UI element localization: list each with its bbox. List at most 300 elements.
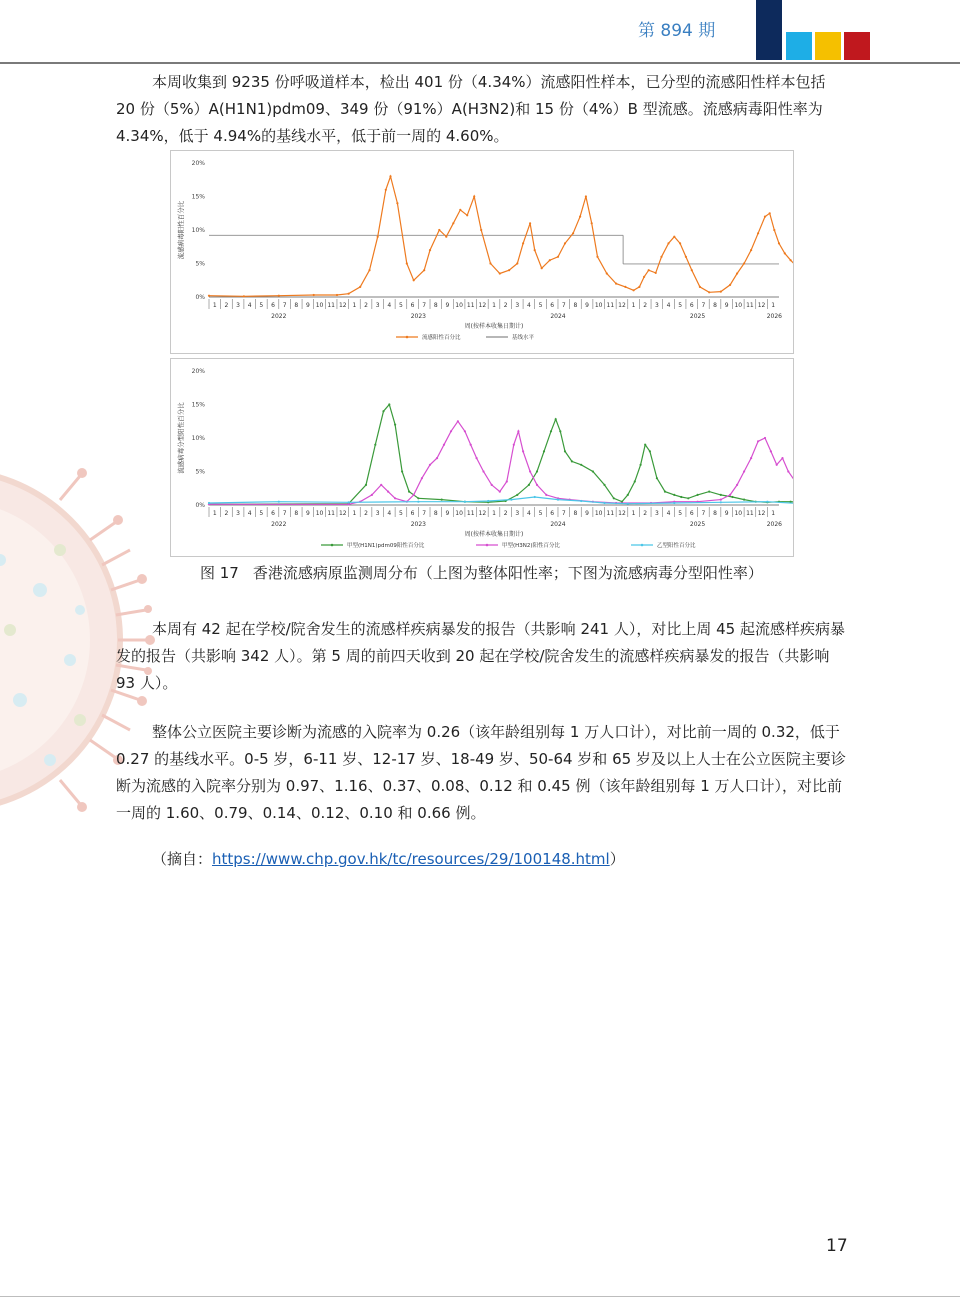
- x-tick-label: 11: [466, 510, 475, 517]
- footer-rule: [0, 1296, 960, 1297]
- figure-caption-text: 香港流感病原监测周分布（上图为整体阳性率；下图为流感病毒分型阳性率）: [252, 564, 763, 582]
- page-number: 17: [826, 1236, 848, 1256]
- x-tick-label: 8: [294, 302, 299, 309]
- series-point: [543, 450, 545, 452]
- y-axis-title: 流感病毒分型阳性百分比: [177, 402, 185, 474]
- x-tick-label: 10: [315, 302, 324, 309]
- series-point: [394, 424, 396, 426]
- series-point: [510, 499, 512, 501]
- y-tick-label: 5%: [195, 260, 205, 268]
- x-tick-label: 9: [305, 510, 310, 517]
- chart-overall-positivity-svg: [171, 151, 793, 353]
- x-tick-label: 12: [618, 510, 626, 517]
- series-point: [421, 477, 423, 479]
- series-point: [736, 484, 738, 486]
- x-tick-label: 6: [271, 302, 275, 309]
- series-point: [413, 279, 415, 281]
- series-point: [697, 494, 699, 496]
- series-point: [516, 494, 518, 496]
- legend-marker: [331, 544, 334, 547]
- series-point: [571, 460, 573, 462]
- series-point: [278, 501, 280, 503]
- y-tick-label: 20%: [191, 160, 205, 167]
- series-point: [429, 464, 431, 466]
- year-label: 2024: [550, 313, 566, 320]
- y-tick-label: 10%: [191, 435, 205, 442]
- series-point: [708, 291, 710, 293]
- x-tick-label: 3: [515, 302, 520, 309]
- x-tick-label: 8: [713, 302, 717, 309]
- x-tick-label: 11: [466, 302, 475, 309]
- series-point: [729, 494, 731, 496]
- series-point: [541, 267, 543, 269]
- series-point: [720, 291, 722, 293]
- series-point: [781, 457, 783, 459]
- x-tick-label: 10: [455, 510, 463, 517]
- x-tick-label: 1: [352, 302, 357, 309]
- x-tick-label: 1: [352, 510, 357, 517]
- year-label: 2026: [766, 313, 782, 320]
- paragraph-ili-outbreaks: [116, 616, 848, 697]
- series-point: [417, 501, 419, 503]
- x-tick-label: 7: [282, 510, 287, 517]
- series-point: [429, 249, 431, 251]
- series-point: [487, 500, 489, 502]
- series-point: [585, 195, 587, 197]
- y-tick-label: 15%: [191, 193, 205, 201]
- y-axis-title: 流感病毒阳性百分比: [177, 200, 185, 260]
- source-suffix: ）: [609, 850, 625, 868]
- series-point: [640, 464, 642, 466]
- series-point: [743, 499, 745, 501]
- series-point: [790, 259, 792, 261]
- series-point: [613, 497, 615, 499]
- series-point: [441, 499, 443, 501]
- series-point: [536, 470, 538, 472]
- x-tick-label: 12: [757, 302, 766, 309]
- series-point: [549, 259, 551, 261]
- series-point: [580, 464, 582, 466]
- series-point: [638, 286, 640, 288]
- series-point: [766, 501, 768, 503]
- x-tick-label: 2: [643, 510, 648, 517]
- series-point: [380, 484, 382, 486]
- series-point: [413, 494, 415, 496]
- x-tick-label: 7: [422, 302, 427, 309]
- x-tick-label: 5: [538, 510, 543, 517]
- x-tick-label: 9: [445, 302, 450, 309]
- series-point: [643, 276, 645, 278]
- series-point: [644, 444, 646, 446]
- series-point: [336, 294, 338, 296]
- series-point: [764, 216, 766, 218]
- series-point: [499, 272, 501, 274]
- year-label: 2025: [689, 521, 706, 528]
- x-tick-label: 2: [224, 510, 229, 517]
- x-tick-label: 5: [399, 302, 403, 309]
- series-point: [396, 202, 398, 204]
- series-point: [720, 499, 722, 501]
- series-point: [579, 216, 581, 218]
- x-tick-label: 3: [654, 302, 659, 309]
- legend-marker: [486, 544, 489, 547]
- series-point: [208, 502, 210, 504]
- series-point: [564, 242, 566, 244]
- x-tick-label: 6: [689, 302, 694, 309]
- series-point: [513, 444, 515, 446]
- x-tick-label: 3: [375, 302, 380, 309]
- series-point: [778, 242, 780, 244]
- x-tick-label: 11: [746, 510, 754, 517]
- year-label: 2024: [550, 521, 566, 528]
- series-point: [480, 229, 482, 231]
- series-point: [243, 295, 245, 297]
- x-tick-label: 9: [445, 510, 450, 517]
- x-tick-label: 12: [478, 510, 487, 517]
- series-point: [743, 470, 745, 472]
- series-point: [401, 470, 403, 472]
- x-tick-label: 4: [526, 302, 531, 309]
- x-tick-label: 1: [212, 510, 217, 517]
- series-point: [673, 236, 675, 238]
- series-point: [387, 491, 389, 493]
- legend-marker: [641, 544, 644, 547]
- x-tick-label: 9: [305, 302, 310, 309]
- series-point: [592, 470, 594, 472]
- x-tick-label: 3: [236, 302, 240, 309]
- series-point: [708, 491, 710, 493]
- header-rule: [0, 62, 960, 64]
- series-point: [516, 262, 518, 264]
- x-tick-label: 2: [364, 510, 368, 517]
- series-line: [209, 421, 793, 504]
- series-point: [459, 209, 461, 211]
- series-point: [787, 470, 789, 472]
- series-point: [368, 269, 370, 271]
- x-tick-label: 5: [678, 302, 683, 309]
- paragraph-text: 整体公立医院主要诊断为流感的入院率为 0.26（该年龄组别每 1 万人口计），对比前一周的 0.32，低于 0.27 的基线水平。0-5 岁，6-11 岁、12-17 岁、18-49 岁、50-64 岁和 65 岁及以上人士在公立医院主要诊断为流感的入院率分别为 0.97、1.16、0.37、0.08、0.12 和 0.45 例（该年龄组别每 1 万人口计），对比前一周的 1.60、0.79、0.14、0.12、0.10 和 0.66 例。: [116, 723, 846, 822]
- series-point: [452, 222, 454, 224]
- series-point: [687, 497, 689, 499]
- series-point: [660, 256, 662, 258]
- series-point: [591, 222, 593, 224]
- series-point: [313, 294, 315, 296]
- year-label: 2025: [689, 313, 706, 320]
- series-point: [529, 222, 531, 224]
- year-label: 2026: [766, 521, 782, 528]
- issue-number: 第 894 期: [638, 21, 716, 41]
- figure-label: 图 17: [200, 564, 239, 582]
- x-tick-label: 7: [282, 302, 287, 309]
- series-point: [365, 484, 367, 486]
- series-point: [673, 502, 675, 504]
- x-tick-label: 10: [594, 510, 603, 517]
- x-tick-label: 6: [410, 302, 415, 309]
- series-point: [348, 501, 350, 503]
- series-point: [517, 430, 519, 432]
- series-point: [436, 457, 438, 459]
- x-tick-label: 3: [654, 510, 659, 517]
- series-point: [656, 477, 658, 479]
- series-point: [784, 252, 786, 254]
- x-tick-label: 6: [550, 510, 555, 517]
- series-point: [528, 484, 530, 486]
- series-point: [655, 272, 657, 274]
- series-point: [385, 189, 387, 191]
- series-point: [633, 289, 635, 291]
- x-axis-title: 周(按样本收集日期计): [464, 323, 524, 330]
- paragraph-text: 本周有 42 起在学校/院舍发生的流感样疾病暴发的报告（共影响 241 人），对比上周 45 起流感样疾病暴发的报告（共影响 342 人）。第 5 周的前四天收到 20 起在学校/院舍发生的流感样疾病暴发的报告（共影响 93 人）。: [116, 620, 845, 692]
- series-point: [394, 497, 396, 499]
- series-point: [673, 494, 675, 496]
- series-point: [445, 236, 447, 238]
- series-point: [776, 464, 778, 466]
- series-point: [667, 242, 669, 244]
- series-point: [557, 256, 559, 258]
- series-point: [691, 269, 693, 271]
- series-point: [564, 450, 566, 452]
- x-tick-label: 3: [375, 510, 380, 517]
- logo-block-navy: [756, 0, 782, 60]
- series-point: [382, 410, 384, 412]
- x-tick-label: 8: [573, 510, 578, 517]
- series-point: [557, 499, 559, 501]
- series-point: [555, 418, 557, 420]
- series-point: [450, 430, 452, 432]
- series-point: [522, 450, 524, 452]
- x-tick-label: 10: [315, 510, 324, 517]
- x-tick-label: 6: [271, 510, 275, 517]
- x-tick-label: 11: [327, 510, 335, 517]
- logo-block-yellow: [815, 32, 841, 60]
- x-tick-label: 8: [294, 510, 299, 517]
- x-tick-label: 11: [606, 510, 615, 517]
- series-point: [720, 501, 722, 503]
- y-tick-label: 5%: [195, 468, 205, 476]
- x-tick-label: 7: [701, 510, 706, 517]
- x-tick-label: 6: [550, 302, 555, 309]
- series-point: [278, 295, 280, 297]
- series-point: [770, 450, 772, 452]
- series-point: [348, 293, 350, 295]
- series-point: [466, 214, 468, 216]
- x-axis-title: 周(按样本收集日期计): [464, 531, 524, 538]
- series-point: [603, 484, 605, 486]
- x-tick-label: 11: [606, 302, 615, 309]
- paragraph-flu-positivity: [116, 69, 848, 150]
- x-tick-label: 12: [338, 302, 347, 309]
- series-point: [680, 496, 682, 498]
- x-tick-label: 7: [561, 510, 566, 517]
- x-tick-label: 12: [338, 510, 347, 517]
- series-point: [476, 457, 478, 459]
- y-tick-label: 20%: [191, 368, 205, 375]
- series-point: [648, 269, 650, 271]
- x-tick-label: 4: [526, 510, 531, 517]
- series-point: [596, 256, 598, 258]
- year-label: 2023: [410, 521, 427, 528]
- series-point: [699, 286, 701, 288]
- source-note: [152, 848, 625, 869]
- series-point: [773, 229, 775, 231]
- series-point: [359, 286, 361, 288]
- series-point: [679, 242, 681, 244]
- paragraph-text: 本周收集到 9235 份呼吸道样本，检出 401 份（4.34%）流感阳性样本，已分型的流感阳性样本包括 20 份（5%）A(H1N1)pdm09、349 份（91%）A(H3N2)和 15 份（4%）B 型流感。流感病毒阳性率为 4.34%，低于 4.94%的基线水平，低于前一周的 4.60%。: [116, 73, 826, 145]
- x-tick-label: 10: [734, 510, 743, 517]
- series-point: [615, 283, 617, 285]
- series-point: [438, 229, 440, 231]
- year-label: 2022: [271, 521, 287, 528]
- x-tick-label: 1: [492, 510, 496, 517]
- x-tick-label: 5: [259, 302, 264, 309]
- series-point: [559, 430, 561, 432]
- x-tick-label: 9: [585, 510, 589, 517]
- y-tick-label: 0%: [195, 502, 205, 509]
- series-point: [464, 501, 466, 503]
- x-tick-label: 8: [433, 510, 438, 517]
- series-point: [750, 249, 752, 251]
- legend-label: 乙型阳性百分比: [657, 543, 696, 549]
- chart-subtype-positivity: [170, 358, 794, 557]
- legend-label: 甲型(H3N2)阳性百分比: [502, 543, 561, 549]
- x-tick-label: 2: [364, 302, 368, 309]
- x-tick-label: 1: [492, 302, 496, 309]
- series-line: [209, 497, 793, 504]
- logo-block-red: [844, 32, 870, 60]
- logo-block-cyan: [786, 32, 812, 60]
- x-tick-label: 1: [771, 302, 776, 309]
- series-point: [769, 212, 771, 214]
- series-point: [750, 457, 752, 459]
- series-point: [729, 284, 731, 286]
- y-tick-label: 0%: [195, 294, 205, 301]
- x-tick-label: 4: [666, 510, 671, 517]
- chart-subtype-positivity-svg: [171, 359, 793, 556]
- series-point: [470, 444, 472, 446]
- series-point: [649, 450, 651, 452]
- x-tick-label: 1: [631, 510, 636, 517]
- x-tick-label: 5: [678, 510, 683, 517]
- paragraph-admission-rates: [116, 719, 848, 827]
- series-point: [634, 480, 636, 482]
- x-tick-label: 4: [387, 510, 392, 517]
- x-tick-label: 8: [433, 302, 438, 309]
- x-tick-label: 4: [247, 510, 252, 517]
- x-tick-label: 2: [643, 302, 648, 309]
- x-tick-label: 7: [422, 510, 427, 517]
- x-tick-label: 12: [478, 302, 487, 309]
- series-point: [550, 430, 552, 432]
- series-point: [624, 286, 626, 288]
- source-prefix: （摘自：: [152, 850, 213, 868]
- series-point: [664, 491, 666, 493]
- series-point: [443, 444, 445, 446]
- x-tick-label: 5: [399, 510, 403, 517]
- series-point: [743, 262, 745, 264]
- series-point: [720, 494, 722, 496]
- source-link[interactable]: https://www.chp.gov.hk/tc/resources/29/100148.html: [212, 850, 610, 868]
- series-point: [685, 256, 687, 258]
- x-tick-label: 10: [455, 302, 463, 309]
- x-tick-label: 6: [689, 510, 694, 517]
- year-label: 2023: [410, 313, 427, 320]
- x-tick-label: 12: [618, 302, 626, 309]
- x-tick-label: 8: [713, 510, 717, 517]
- series-point: [464, 430, 466, 432]
- legend-label: 流感阳性百分比: [422, 335, 461, 341]
- series-point: [489, 262, 491, 264]
- x-tick-label: 2: [503, 510, 508, 517]
- y-tick-label: 10%: [191, 227, 205, 234]
- x-tick-label: 2: [224, 302, 229, 309]
- series-point: [536, 484, 538, 486]
- series-point: [499, 491, 501, 493]
- series-point: [506, 480, 508, 482]
- x-tick-label: 10: [594, 302, 603, 309]
- series-point: [208, 295, 210, 297]
- x-tick-label: 5: [259, 510, 264, 517]
- x-tick-label: 11: [327, 302, 335, 309]
- series-point: [572, 232, 574, 234]
- series-point: [508, 269, 510, 271]
- series-point: [374, 444, 376, 446]
- x-tick-label: 5: [538, 302, 543, 309]
- series-point: [580, 500, 582, 502]
- x-tick-label: 4: [666, 302, 671, 309]
- series-point: [377, 236, 379, 238]
- series-point: [757, 232, 759, 234]
- series-point: [627, 503, 629, 505]
- x-tick-label: 7: [701, 302, 706, 309]
- series-line: [209, 176, 793, 296]
- series-point: [371, 494, 373, 496]
- x-tick-label: 8: [573, 302, 578, 309]
- y-tick-label: 15%: [191, 401, 205, 409]
- series-point: [406, 262, 408, 264]
- x-tick-label: 2: [503, 302, 508, 309]
- series-point: [736, 272, 738, 274]
- x-tick-label: 9: [724, 510, 729, 517]
- series-point: [606, 272, 608, 274]
- series-point: [627, 494, 629, 496]
- x-tick-label: 1: [631, 302, 636, 309]
- chart-overall-positivity: [170, 150, 794, 354]
- legend-marker: [406, 336, 409, 339]
- series-point: [473, 195, 475, 197]
- series-point: [545, 494, 547, 496]
- series-point: [491, 484, 493, 486]
- legend-label: 基线水平: [512, 335, 535, 341]
- x-tick-label: 10: [734, 302, 743, 309]
- series-point: [534, 249, 536, 251]
- x-tick-label: 7: [561, 302, 566, 309]
- x-tick-label: 3: [236, 510, 240, 517]
- series-point: [408, 491, 410, 493]
- x-tick-label: 4: [247, 302, 252, 309]
- figure-caption: [200, 562, 777, 583]
- x-tick-label: 11: [746, 302, 754, 309]
- series-point: [522, 242, 524, 244]
- series-point: [389, 175, 391, 177]
- series-point: [388, 403, 390, 405]
- x-tick-label: 6: [410, 510, 415, 517]
- series-point: [457, 420, 459, 422]
- x-tick-label: 4: [387, 302, 392, 309]
- year-label: 2022: [271, 313, 287, 320]
- series-point: [482, 470, 484, 472]
- series-point: [731, 496, 733, 498]
- x-tick-label: 9: [724, 302, 729, 309]
